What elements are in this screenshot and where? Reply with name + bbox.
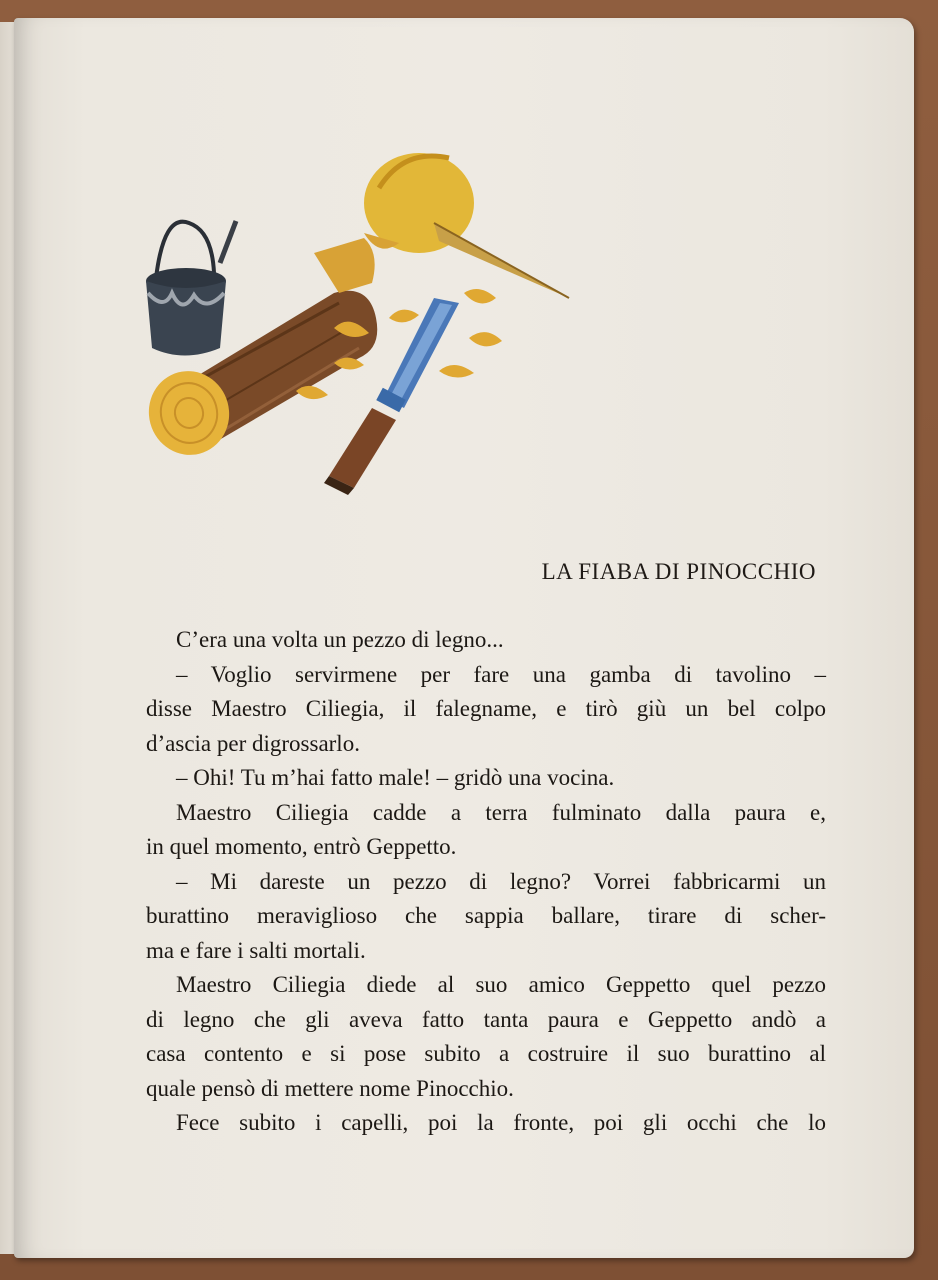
puppet-head-icon [364,153,569,298]
story-line: – Mi dareste un pezzo di legno? Vorrei fabbricarmi un [176,868,826,894]
story-title: LA FIABA DI PINOCCHIO [541,559,816,584]
story-line: d’ascia per digrossarlo. [146,730,360,756]
story-line: Fece subito i capelli, poi la fronte, poi gli occhi che lo [176,1110,826,1135]
story-line: – Voglio servirmene per fare una gamba di tavolino – [176,661,826,687]
story-line: in quel momento, entrò Geppetto. [146,834,457,859]
book-page [14,18,914,1258]
story-line: ma e fare i salti mortali. [146,937,366,963]
story-line: di legno che gli aveva fatto tanta paura e Geppetto andò a [146,1006,826,1032]
story-line: disse Maestro Ciliegia, il falegname, e tirò giù un bel colpo [146,696,826,721]
story-line: C’era una volta un pezzo di legno... [176,627,504,652]
story-line: Maestro Ciliegia cadde a terra fulminato dalla paura e, [176,799,826,825]
story-line: burattino meraviglioso che sappia ballare, tirare di scher- [146,903,826,928]
story-text [146,623,826,1141]
story-line: – Ohi! Tu m’hai fatto male! – gridò una vocina. [176,765,615,790]
paint-pot-icon [146,221,236,356]
story-line: quale pensò di mettere nome Pinocchio. [146,1075,514,1101]
story-line: Maestro Ciliegia diede al suo amico Geppetto quel pezzo [176,972,826,997]
story-line: casa contento e si pose subito a costruire il suo burattino al [146,1041,826,1066]
illustration-icon [134,143,584,498]
